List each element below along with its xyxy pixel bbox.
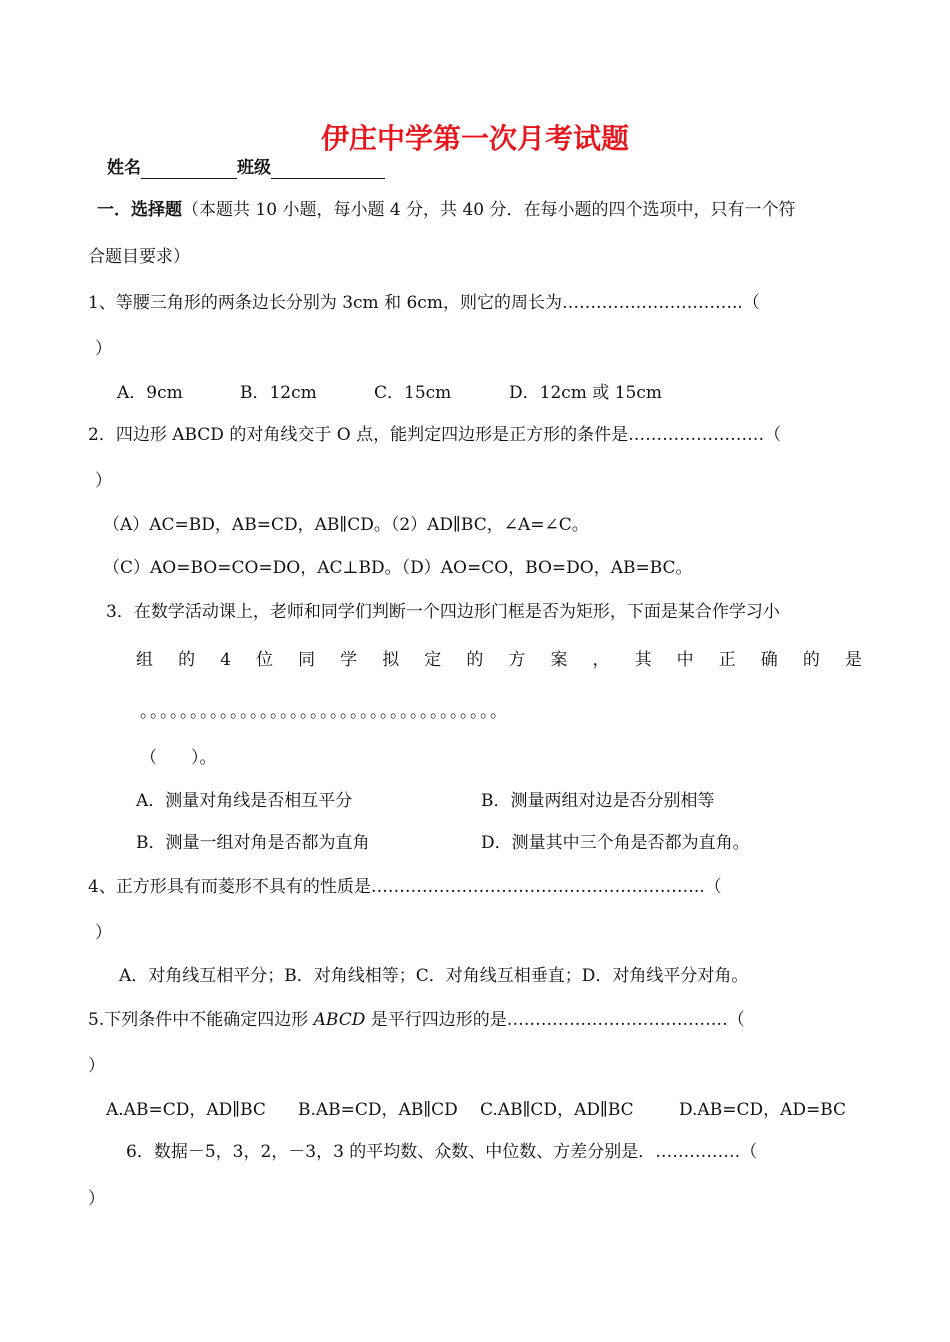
name-blank [141,160,237,179]
q3-option-c: B．测量一组对角是否都为直角 [136,833,370,853]
q5-stem-a: 5.下列条件中不能确定四边形 [88,1010,314,1030]
q2-stem: 2．四边形 ABCD 的对角线交于 O 点，能判定四边形是正方形的条件是……………………（ [88,425,782,445]
q3-char: 学 [340,650,358,670]
q3-stem: 3．在数学活动课上，老师和同学们判断一个四边形门框是否为矩形，下面是某合作学习小 [106,602,780,622]
q1-option-a: A．9cm [117,383,183,403]
q3-char: 是 [844,650,862,670]
q3-char: 4 [220,650,231,670]
section-heading: 一．选择题 [97,200,182,220]
q4-options: A．对角线互相平分；B．对角线相等；C．对角线互相垂直；D．对角线平分对角。 [119,966,749,986]
q5-close: ） [88,1056,105,1076]
class-label: 班级 [237,158,271,178]
q3-answer-paren: （ ）。 [140,748,217,768]
q5-option-b: B.AB=CD，AB∥CD [298,1100,458,1120]
q3-char: 案 [550,650,568,670]
q1-option-d: D．12cm 或 15cm [509,383,662,403]
q1-stem: 1、等腰三角形的两条边长分别为 3cm 和 6cm，则它的周长为…………………………..（ [88,293,760,313]
q3-char: 同 [298,650,316,670]
q2-options-line1: （A）AC=BD，AB=CD，AB∥CD。（2）AD∥BC，∠A=∠C。 [103,515,589,535]
q3-option-b: B．测量两组对边是否分别相等 [481,791,715,811]
q3-option-d: D．测量其中三个角是否都为直角。 [481,833,750,853]
q2-close: ） [95,471,112,491]
q5-stem-b: 是平行四边形的是…………………………………（ [365,1010,745,1030]
q3-char: 拟 [382,650,400,670]
student-info-line [107,157,385,179]
q3-char: 位 [256,650,274,670]
q3-dots: 。。。。。。。。。。。。。。。。。。。。。。。。。。。。。。。。。。。。 [140,702,509,722]
q3-char: 确 [760,650,778,670]
q2-options-line2: （C）AO=BO=CO=DO，AC⊥BD。（D）AO=CO，BO=DO，AB=BC。 [103,558,693,578]
name-label: 姓名 [107,158,141,178]
q5-option-d: D.AB=CD，AD=BC [679,1100,847,1120]
q5-stem-abcd: ABCD [313,1010,366,1030]
q3-option-a: A．测量对角线是否相互平分 [136,791,353,811]
q3-char: 方 [508,650,526,670]
q3-char: 其 [634,650,652,670]
q5-option-a: A.AB=CD，AD∥BC [106,1100,266,1120]
q1-close: ） [95,339,112,359]
q6-close: ） [88,1189,105,1209]
q6-stem: 6．数据－5，3，2，－3，3 的平均数、众数、中位数、方差分别是．……………（ [126,1142,758,1162]
section-intro-line2: 合题目要求） [88,247,190,267]
q5-option-c: C.AB∥CD，AD∥BC [480,1100,634,1120]
class-blank [271,160,385,179]
section-intro-line1 [97,199,796,221]
q1-option-b: B．12cm [240,383,317,403]
q3-stem-justified [136,649,862,671]
q3-char: 组 [136,650,153,670]
q3-char: 中 [676,650,694,670]
section-intro: （本题共 10 小题，每小题 4 分，共 40 分．在每小题的四个选项中，只有一个符 [182,200,796,220]
q4-stem: 4、正方形具有而菱形不具有的性质是…………………………………………………..（ [88,877,722,897]
q4-close: ） [95,923,112,943]
q3-char: 定 [424,650,442,670]
q3-char: ， [592,650,610,670]
q3-char: 正 [718,650,736,670]
page-title: 伊庄中学第一次月考试题 [320,122,629,155]
q3-char: 的 [802,650,820,670]
q5-stem [88,1009,745,1031]
q1-option-c: C．15cm [374,383,452,403]
q3-char: 的 [466,650,484,670]
q3-char: 的 [178,650,196,670]
